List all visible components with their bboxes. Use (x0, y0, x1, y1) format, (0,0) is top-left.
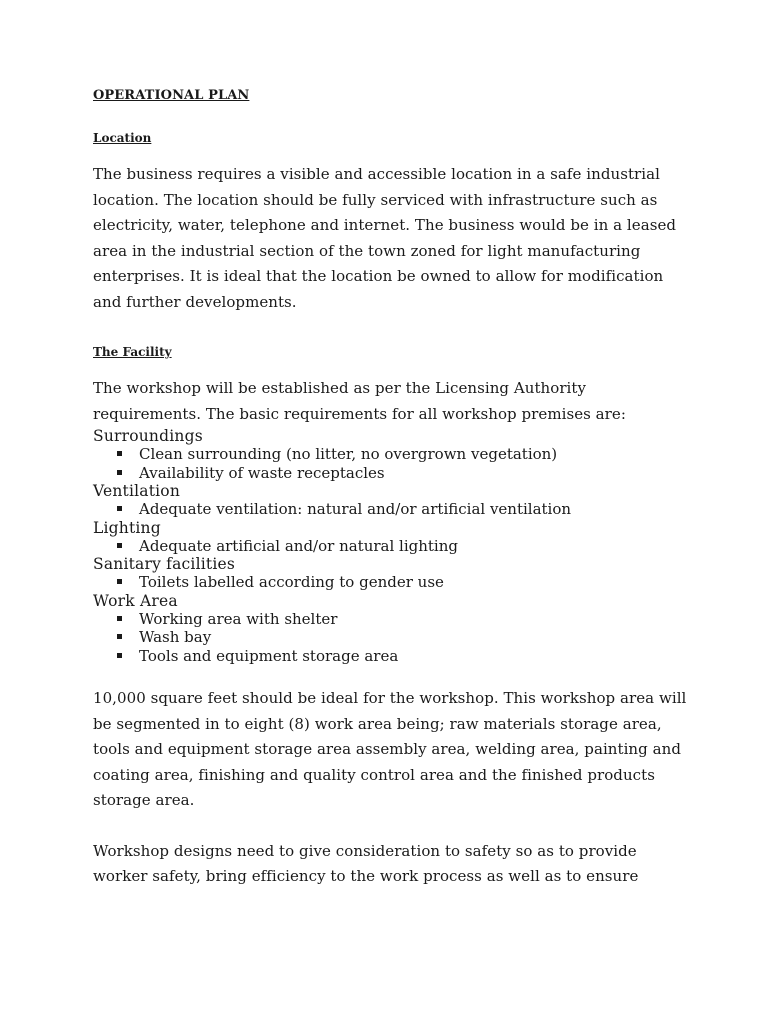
square-bullet-icon (117, 653, 122, 658)
document-title: OPERATIONAL PLAN (93, 88, 250, 103)
document-page (93, 86, 693, 890)
square-bullet-icon (117, 579, 122, 584)
bullet-list-work-area (93, 610, 693, 666)
list-item (117, 647, 693, 666)
list-item (117, 500, 693, 519)
square-bullet-icon (117, 451, 122, 456)
list-item (117, 610, 693, 629)
square-bullet-icon (117, 543, 122, 548)
square-bullet-icon (117, 616, 122, 621)
list-item-text: Working area with shelter (139, 609, 338, 628)
square-bullet-icon (117, 470, 122, 475)
square-bullet-icon (117, 634, 122, 639)
list-item (117, 464, 693, 483)
section-heading-facility: The Facility (93, 345, 172, 359)
group-title-work-area: Work Area (93, 591, 178, 610)
list-item-text: Tools and equipment storage area (139, 646, 399, 665)
bullet-list-ventilation (93, 500, 693, 519)
location-paragraph: The business requires a visible and accessible location in a safe industrial location. The location should be fully serviced with infrastructure such as electricity, water, telephone and internet. The business would be in a leased area in the industrial section of the town zoned for light manufacturing enterprises. It is ideal that the location be owned to allow for modification and further developments. (93, 165, 677, 311)
workshop-area-paragraph: 10,000 square feet should be ideal for the workshop. This workshop area will be segmented in to eight (8) work area being; raw materials storage area, tools and equipment storage area assembly area, welding area, painting and coating area, finishing and quality control area and the finished products storage area. (93, 689, 687, 809)
list-item (117, 445, 693, 464)
list-item-text: Wash bay (139, 628, 212, 646)
list-item (117, 573, 693, 592)
group-title-ventilation: Ventilation (93, 482, 181, 500)
facility-intro-paragraph: The workshop will be established as per the Licensing Authority requirements. The basic requirements for all workshop premises are: (93, 379, 626, 423)
list-item-text: Adequate ventilation: natural and/or artificial ventilation (139, 500, 572, 518)
list-item-text: Clean surrounding (no litter, no overgrown vegetation) (139, 445, 558, 463)
bullet-list-surroundings (93, 445, 693, 482)
group-title-lighting: Lighting (93, 518, 161, 537)
list-item-text: Toilets labelled according to gender use (139, 573, 444, 591)
bullet-list-sanitary-facilities (93, 573, 693, 592)
requirements-list (93, 427, 693, 665)
square-bullet-icon (117, 506, 122, 511)
list-item-text: Adequate artificial and/or natural lighting (139, 536, 458, 555)
list-item (117, 628, 693, 647)
group-title-sanitary-facilities: Sanitary facilities (93, 555, 236, 573)
list-item (117, 537, 693, 556)
workshop-design-paragraph: Workshop designs need to give consideration to safety so as to provide worker safety, bring efficiency to the work process as well as to ensure (93, 841, 639, 885)
section-heading-location: Location (93, 131, 152, 145)
list-item-text: Availability of waste receptacles (139, 463, 385, 482)
group-title-surroundings: Surroundings (93, 427, 203, 445)
bullet-list-lighting (93, 537, 693, 556)
